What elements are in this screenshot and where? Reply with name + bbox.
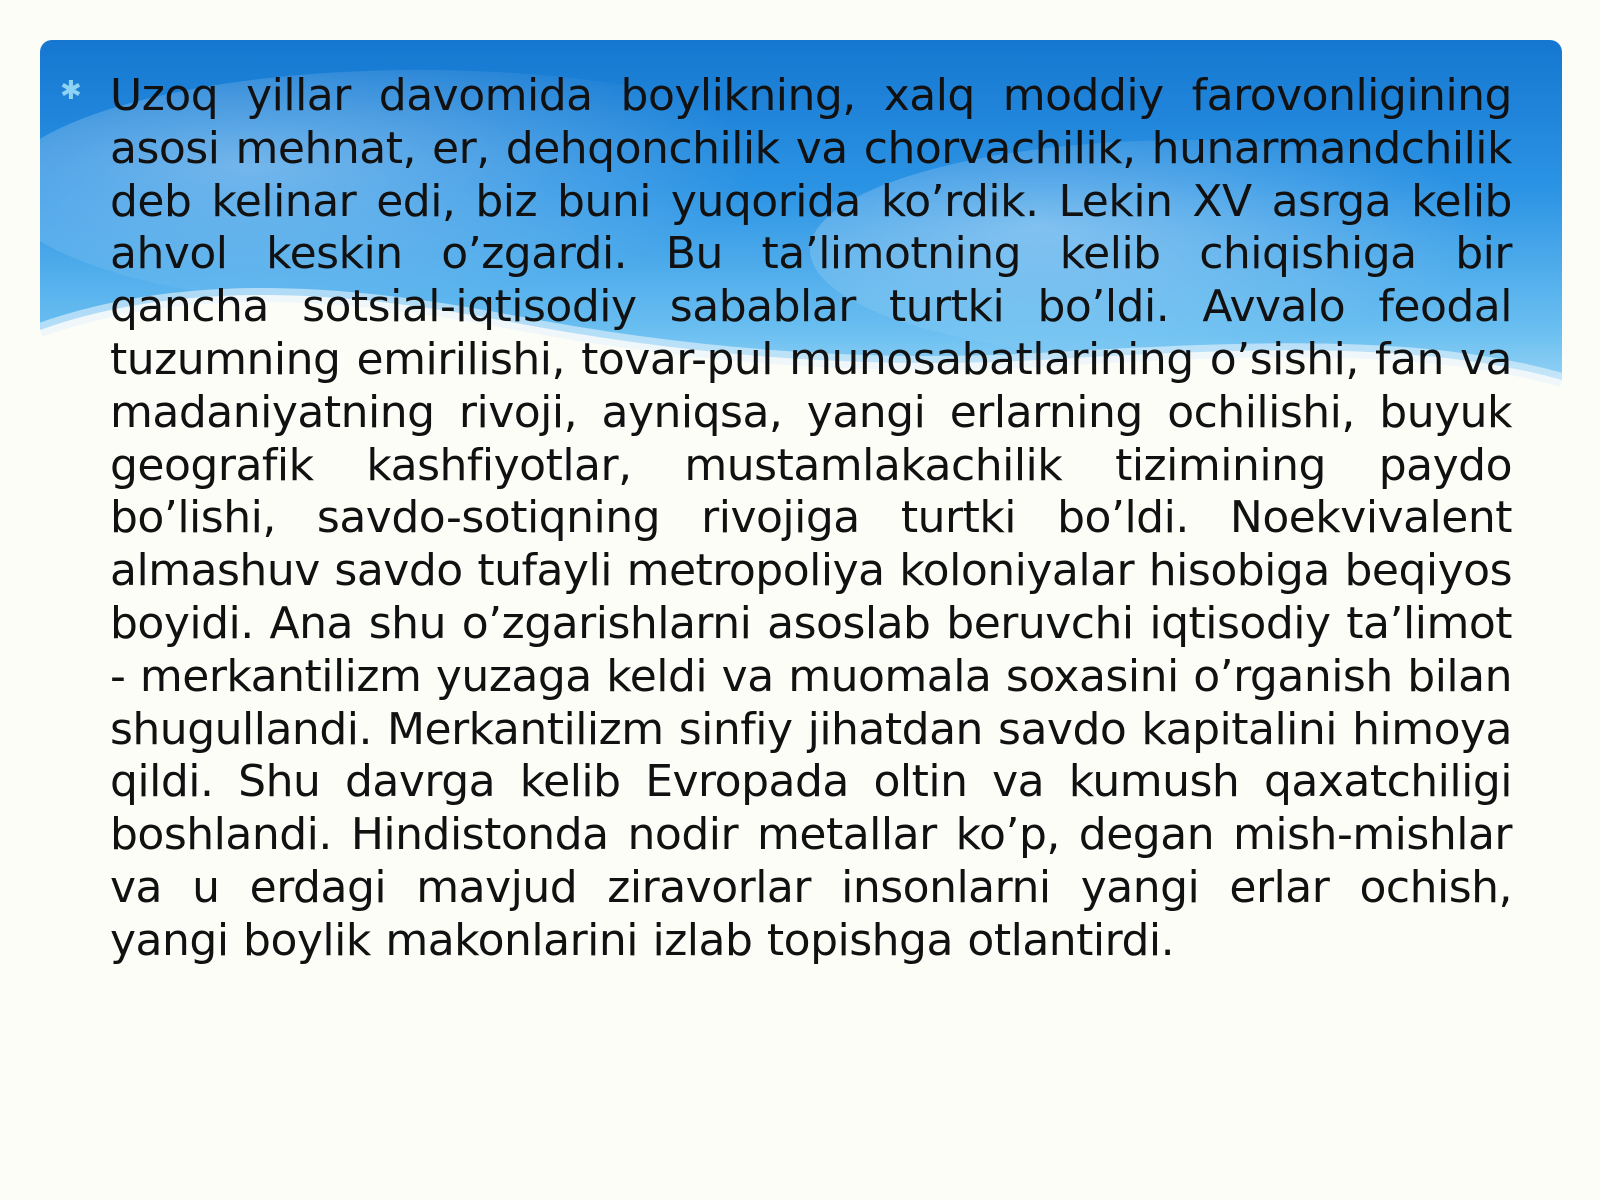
content-area <box>60 70 1512 968</box>
star-bullet-icon: ✱ <box>60 76 82 106</box>
body-paragraph: Uzoq yillar davomida boylikning, xalq moddiy farovonligining asosi mehnat, er, dehqonchilik va chorvachilik, hunarmandchilik deb kelinar edi, biz buni yuqorida ko’rdik. Lekin XV asrga kelib ahvol keskin o’zgardi. Bu ta’limotning kelib chiqishiga bir qancha sotsial-iqtisodiy sabablar turtki bo’ldi. Avvalo feodal tuzumning emirilishi, tovar-pul munosabatlarining o’sishi, fan va madaniyatning rivoji, ayniqsa, yangi erlarning ochilishi, buyuk geografik kashfiyotlar, mustamlakachilik tizimining paydo bo’lishi, savdo-sotiqning rivojiga turtki bo’ldi. Noekvivalent almashuv savdo tufayli metropoliya koloniyalar hisobiga beqiyos boyidi. Ana shu o’zgarishlarni asoslab beruvchi iqtisodiy ta’limot - merkantilizm yuzaga keldi va muomala soxasini o’rganish bilan shugullandi. Merkantilizm sinfiy jihatdan savdo kapitalini himoya qildi. Shu davrga kelib Evropada oltin va kumush qaxatchiligi boshlandi. Hindistonda nodir metallar ko’p, degan mish-mishlar va u erdagi mavjud ziravorlar insonlarni yangi erlar ochish, yangi boylik makonlarini izlab topishga otlantirdi. <box>110 70 1512 966</box>
